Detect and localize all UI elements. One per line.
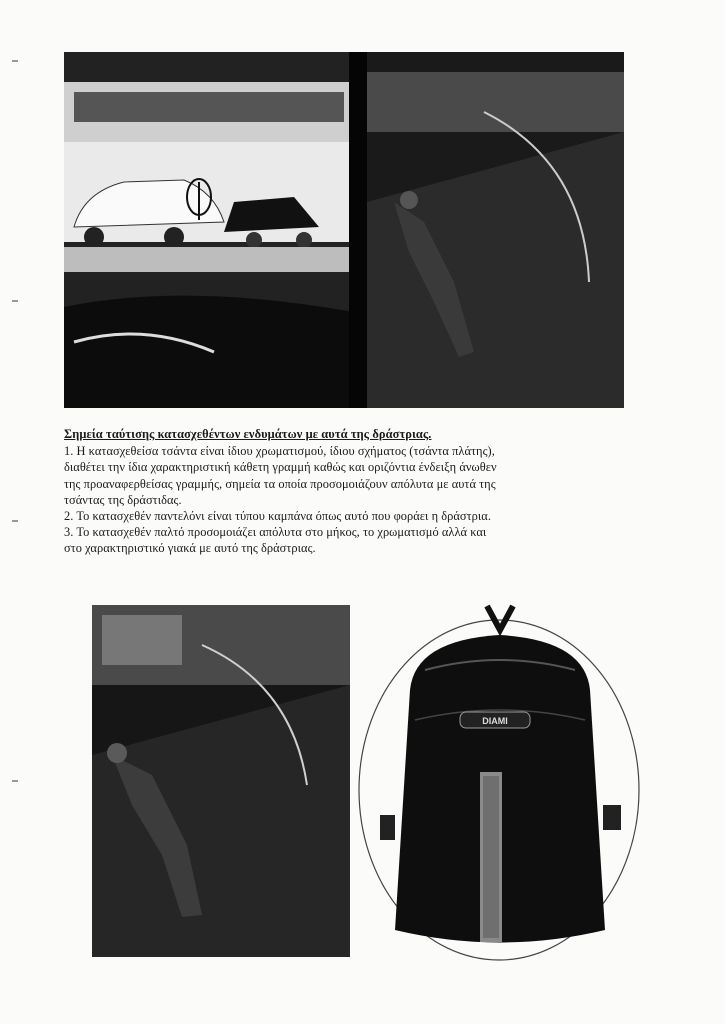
note-line: στο χαρακτηριστικό γιακά με αυτό της δράστριας.: [64, 541, 316, 556]
suspect-photo: [92, 605, 350, 957]
scan-mark: [12, 60, 18, 62]
note-line: διαθέτει την ίδια χαρακτηριστική κάθετη γραμμή καθώς και οριζόντια ένδειξη άνωθεν: [64, 460, 497, 475]
note-line: της προαναφερθείσας γραμμής, σημεία τα οποία προσομοιάζουν απόλυτα με αυτά της: [64, 476, 496, 491]
scan-mark: [12, 780, 18, 782]
scan-mark: [12, 520, 18, 522]
scan-mark: [12, 300, 18, 302]
note-line: 2. Το κατασχεθέν παντελόνι είναι τύπου καμπάνα όπως αυτό που φοράει η δράστρια.: [64, 509, 491, 524]
notes-heading: Σημεία ταύτισης κατασχεθέντων ενδυμάτων με αυτά της δράστριας.: [64, 427, 432, 441]
backpack-photo: [355, 600, 643, 962]
note-line: 3. Το κατασχεθέν παλτό προσομοιάζει απόλυτα στο μήκος, το χρωματισμό αλλά και: [64, 525, 487, 540]
identification-notes: [64, 426, 664, 557]
note-line: 1. Η κατασχεθείσα τσάντα είναι ίδιου χρωματισμού, ίδιου σχήματος (τσάντα πλάτης),: [64, 444, 495, 459]
note-line: τσάντας της δράστιδας.: [64, 492, 182, 507]
surveillance-photo-composite: [64, 52, 624, 408]
bag-brand-label: DIAMI: [482, 716, 508, 726]
